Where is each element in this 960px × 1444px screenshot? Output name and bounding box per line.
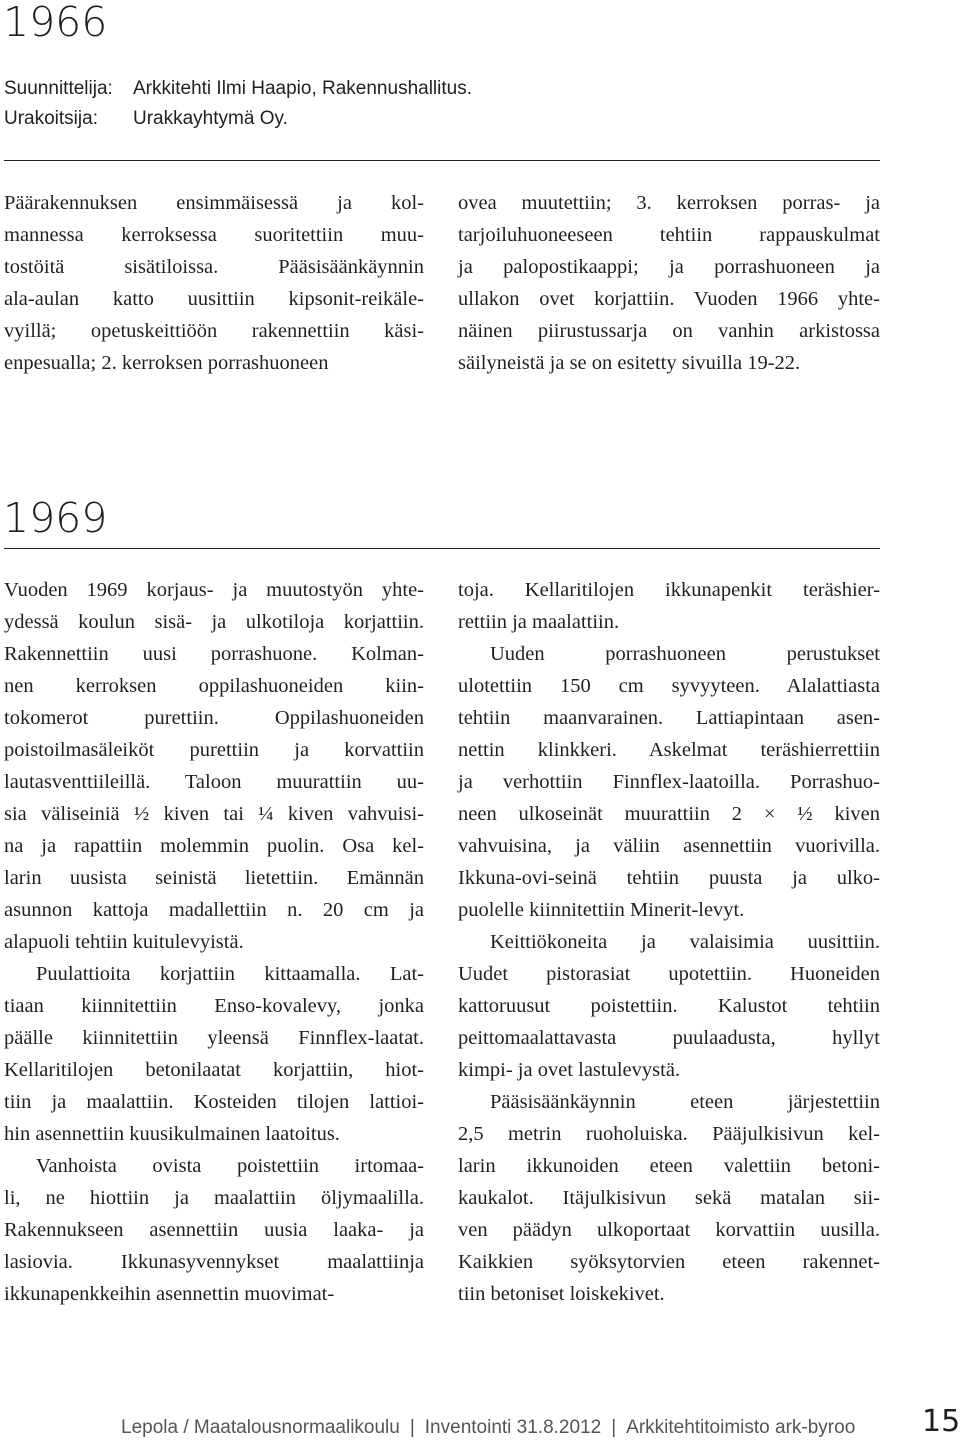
text-1969-left [4,574,424,1310]
designer-row [4,74,472,104]
text-line: tiin betoniset loiskekivet. [458,1283,665,1305]
paragraph [4,958,424,1150]
designer-value: Arkkitehti Ilmi Haapio, Rakennushallitus. [133,78,472,99]
text-line: säilyneistä ja se on esitetty sivuilla 19-22. [458,352,801,374]
text-line: tokomerot purettiin. Oppilashuoneiden [4,707,424,729]
text-line: asunnon kattoja madallettiin n. 20 cm ja [4,899,424,921]
text-line: Ikkuna-ovi-seinä tehtiin puusta ja ulko- [458,867,880,889]
text-line: Uudet pistorasiat upotettiin. Huoneiden [458,963,880,985]
text-line: Vanhoista ovista poistettiin irtomaa- [36,1155,424,1177]
paragraph [458,187,880,379]
text-line: Rakennettiin uusi porrashuone. Kolman- [4,643,424,665]
text-line: na ja rapattiin molemmin puolin. Osa kel- [4,835,424,857]
text-line: ala-aulan katto uusittiin kipsonit-reikäle- [4,288,424,310]
text-line: ven päädyn ulkoportaat korvattiin uusilla. [458,1219,880,1241]
divider-1966 [4,160,880,161]
text-line: vyillä; opetuskeittiöön rakennettiin käsi- [4,320,424,342]
text-line: näinen piirustussarja on vanhin arkistossa [458,320,880,342]
text-line: Kellaritilojen betonilaatat korjattiin, hiot- [4,1059,424,1081]
footer-date: Inventointi 31.8.2012 [424,1417,602,1438]
text-line: nettin klinkkeri. Askelmat teräshierrettiin [458,739,880,761]
text-line: kattoruusut poistettiin. Kalustot tehtiin [458,995,880,1017]
contractor-label: Urakoitsija: [4,108,98,129]
text-line: alapuoli tehtiin kuitulevyistä. [4,931,244,953]
text-line: tostöitä sisätiloissa. Pääsisäänkäynnin [4,256,424,278]
text-line: li, ne hiottiin ja maalattiin öljymaalilla. [4,1187,424,1209]
text-line: hin asennettiin kuusikulmainen laatoitus. [4,1123,340,1145]
text-line: Kaikkien syöksytorvien eteen rakennet- [458,1251,880,1273]
text-line: tehtiin maanvarainen. Lattiapintaan asen- [458,707,880,729]
text-line: tiin ja maalattiin. Kosteiden tilojen lattioi- [4,1091,424,1113]
text-line: tarjoiluhuoneeseen tehtiin rappauskulmat [458,224,880,246]
text-line: ulotettiin 150 cm syvyyteen. Alalattiasta [458,675,880,697]
year-heading-1969: 1969 [3,494,108,542]
text-line: larin ikkunoiden eteen valettiin betoni- [458,1155,880,1177]
text-line: Keittiökoneita ja valaisimia uusittiin. [490,931,880,953]
text-line: peittomaalattavasta puulaadusta, hyllyt [458,1027,880,1049]
designer-label: Suunnittelija: [4,78,113,99]
text-1966-right [458,187,880,379]
text-line: kimpi- ja ovet lastulevystä. [458,1059,681,1081]
footer-separator: | [611,1417,617,1438]
footer-title: Lepola / Maatalousnormaalikoulu [121,1417,400,1438]
text-line: 2,5 metrin ruoholuiska. Pääjulkisivun kel- [458,1123,880,1145]
year-heading-1966: 1966 [3,0,108,46]
paragraph [4,1150,424,1310]
text-line: päälle kiinnitettiin yleensä Finnflex-laatat. [4,1027,424,1049]
text-line: Päärakennuksen ensimmäisessä ja kol- [4,192,424,214]
text-line: tiaan kiinnitettiin Enso-kovalevy, jonka [4,995,424,1017]
paragraph [4,187,424,379]
text-line: sia väliseiniä ½ kiven tai ¼ kiven vahvuisi- [4,803,424,825]
paragraph [458,574,880,638]
text-line: Pääsisäänkäynnin eteen järjestettiin [490,1091,880,1113]
text-line: vahvuisina, ja väliin asennettiin vuorivilla. [458,835,880,857]
text-line: Vuoden 1969 korjaus- ja muutostyön yhte- [4,579,424,601]
text-line: nen kerroksen oppilashuoneiden kiin- [4,675,424,697]
page-number: 15 [922,1404,960,1439]
footer-separator: | [409,1417,415,1438]
text-line: ja palopostikaappi; ja porrashuoneen ja [458,256,880,278]
contractor-row [4,104,472,134]
text-line: ovea muutettiin; 3. kerroksen porras- ja [458,192,880,214]
text-line: rettiin ja maalattiin. [458,611,620,633]
text-line: lautasventtiileillä. Taloon muurattiin uu- [4,771,424,793]
paragraph [458,1086,880,1310]
text-line: ullakon ovet korjattiin. Vuoden 1966 yhte- [458,288,880,310]
paragraph [458,638,880,926]
text-line: ydessä koulun sisä- ja ulkotiloja korjattiin. [4,611,424,633]
text-1966-left [4,187,424,379]
text-line: mannessa kerroksessa suoritettiin muu- [4,224,424,246]
text-line: kaukalot. Itäjulkisivun sekä matalan sii- [458,1187,880,1209]
text-line: toja. Kellaritilojen ikkunapenkit teräshier- [458,579,880,601]
text-line: poistoilmasäleiköt purettiin ja korvattiin [4,739,424,761]
text-line: enpesualla; 2. kerroksen porrashuoneen [4,352,329,374]
footer [121,1417,855,1439]
text-line: larin uusista seinistä lietettiin. Emännän [4,867,424,889]
divider-1969 [4,548,880,549]
text-line: puolelle kiinnitettiin Minerit-levyt. [458,899,745,921]
text-1969-right [458,574,880,1310]
footer-office: Arkkitehtitoimisto ark-byroo [626,1417,856,1438]
text-line: Uuden porrashuoneen perustukset [490,643,880,665]
credits [4,74,472,134]
contractor-value: Urakkayhtymä Oy. [133,108,288,129]
paragraph [4,574,424,958]
text-line: Puulattioita korjattiin kittaamalla. Lat- [36,963,424,985]
text-line: neen ulkoseinät muurattiin 2 × ½ kiven [458,803,880,825]
text-line: ja verhottiin Finnflex-laatoilla. Porrashuo- [458,771,880,793]
text-line: ikkunapenkkeihin asennettin muovimat- [4,1283,335,1305]
paragraph [458,926,880,1086]
text-line: lasiovia. Ikkunasyvennykset maalattiinja [4,1251,424,1273]
text-line: Rakennukseen asennettiin uusia laaka- ja [4,1219,424,1241]
